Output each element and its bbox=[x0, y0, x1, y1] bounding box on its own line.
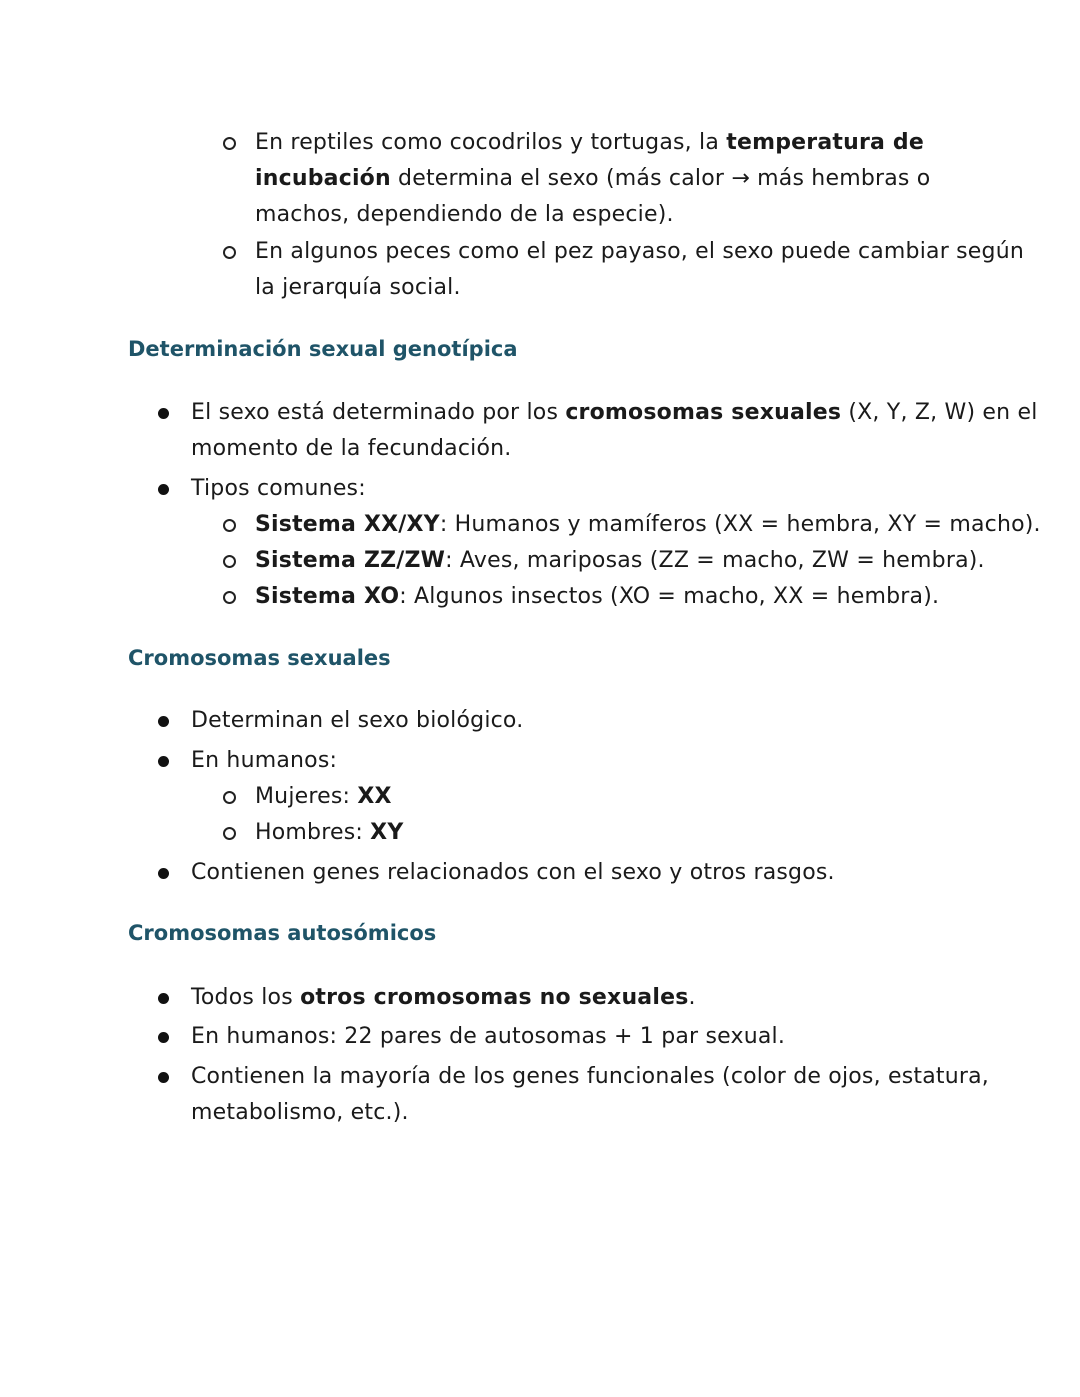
text-line bbox=[255, 510, 1041, 540]
text-run: Todos los bbox=[191, 985, 301, 1010]
sub-bullet-icon bbox=[223, 555, 236, 568]
text-run: Contienen la mayoría de los genes funcionales (color de ojos, estatura, bbox=[191, 1064, 989, 1089]
section-heading: Determinación sexual genotípica bbox=[128, 337, 518, 361]
text-run: (X, Y, Z, W) en el bbox=[841, 400, 1038, 425]
text-line bbox=[255, 164, 930, 194]
sub-bullet-icon bbox=[223, 246, 236, 259]
bold-term: XY bbox=[370, 820, 404, 845]
text-line bbox=[191, 1062, 989, 1092]
text-line bbox=[191, 1022, 785, 1052]
sub-bullet-icon bbox=[223, 827, 236, 840]
text-line bbox=[191, 474, 366, 504]
text-run: Hombres: bbox=[255, 820, 371, 845]
section-heading: Cromosomas autosómicos bbox=[128, 921, 437, 945]
text-run: : Aves, mariposas (ZZ = macho, ZW = hembra). bbox=[445, 548, 985, 573]
text-line bbox=[191, 398, 1038, 428]
bullet-icon bbox=[158, 716, 169, 727]
text-line bbox=[255, 582, 939, 612]
text-line bbox=[191, 434, 511, 464]
bullet-icon bbox=[158, 756, 169, 767]
text-line bbox=[191, 706, 523, 736]
text-line bbox=[255, 200, 674, 230]
text-run: En algunos peces como el pez payaso, el sexo puede cambiar según bbox=[255, 239, 1024, 264]
text-run: la jerarquía social. bbox=[255, 275, 461, 300]
text-run: : Algunos insectos (XO = macho, XX = hembra). bbox=[399, 584, 940, 609]
bold-term: temperatura de bbox=[726, 130, 924, 155]
text-line bbox=[191, 858, 835, 888]
sub-bullet-icon bbox=[223, 791, 236, 804]
text-line bbox=[255, 818, 403, 848]
sub-bullet-icon bbox=[223, 519, 236, 532]
bold-term: cromosomas sexuales bbox=[565, 400, 842, 425]
text-line bbox=[191, 1098, 409, 1128]
text-run: . bbox=[688, 985, 696, 1010]
text-run: Mujeres: bbox=[255, 784, 358, 809]
bullet-icon bbox=[158, 484, 169, 495]
text-run: metabolismo, etc.). bbox=[191, 1100, 409, 1125]
bullet-icon bbox=[158, 1072, 169, 1083]
text-run: En reptiles como cocodrilos y tortugas, la bbox=[255, 130, 727, 155]
text-run: En humanos: bbox=[191, 748, 338, 773]
text-line bbox=[191, 746, 337, 776]
text-run: determina el sexo (más calor → más hembras o bbox=[390, 166, 931, 191]
bold-term: XX bbox=[357, 784, 392, 809]
bold-term: otros cromosomas no sexuales bbox=[300, 985, 689, 1010]
text-run: : Humanos y mamíferos (XX = hembra, XY = macho). bbox=[439, 512, 1041, 537]
text-line bbox=[255, 128, 924, 158]
text-run: El sexo está determinado por los bbox=[191, 400, 566, 425]
text-run: En humanos: 22 pares de autosomas + 1 par sexual. bbox=[191, 1024, 786, 1049]
text-run: momento de la fecundación. bbox=[191, 436, 512, 461]
bullet-icon bbox=[158, 408, 169, 419]
text-run: machos, dependiendo de la especie). bbox=[255, 202, 674, 227]
text-run: Tipos comunes: bbox=[191, 476, 366, 501]
text-line bbox=[255, 273, 461, 303]
bold-term: Sistema ZZ/ZW bbox=[255, 548, 446, 573]
section-heading: Cromosomas sexuales bbox=[128, 646, 391, 670]
bold-term: Sistema XX/XY bbox=[255, 512, 440, 537]
text-line bbox=[255, 782, 392, 812]
bullet-icon bbox=[158, 868, 169, 879]
text-line bbox=[255, 546, 985, 576]
text-line bbox=[255, 237, 1024, 267]
bullet-icon bbox=[158, 1032, 169, 1043]
sub-bullet-icon bbox=[223, 591, 236, 604]
text-line bbox=[191, 983, 696, 1013]
sub-bullet-icon bbox=[223, 137, 236, 150]
text-run: Contienen genes relacionados con el sexo y otros rasgos. bbox=[191, 860, 835, 885]
text-run: Determinan el sexo biológico. bbox=[191, 708, 524, 733]
bold-term: incubación bbox=[255, 166, 391, 191]
bullet-icon bbox=[158, 993, 169, 1004]
bold-term: Sistema XO bbox=[255, 584, 400, 609]
